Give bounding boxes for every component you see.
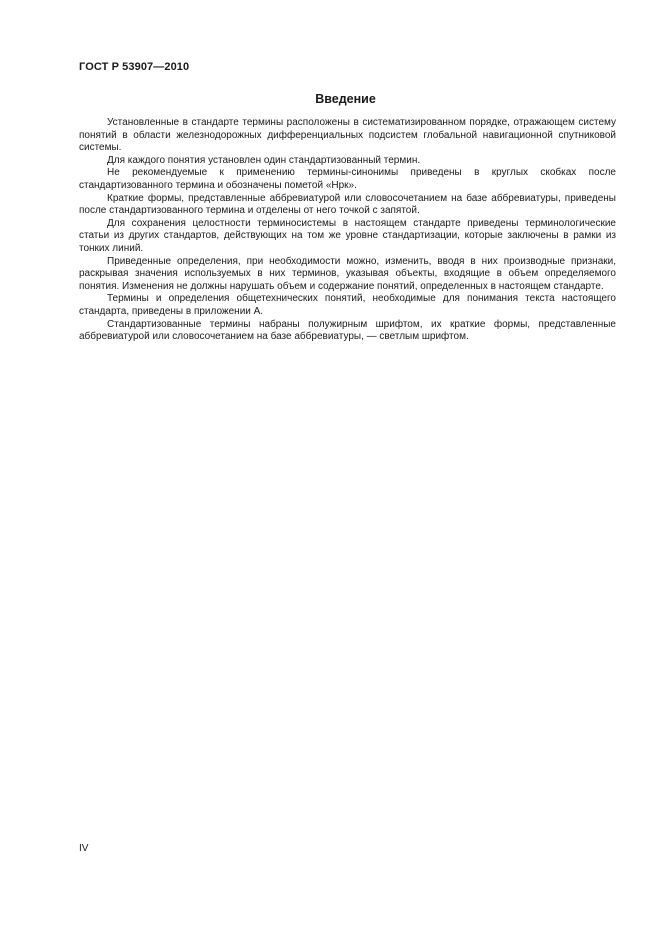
paragraph: Для сохранения целостности терминосистемы в настоящем стандарте приведены терминологические статьи из других стандартов, действующих на том же уровне стандартизации, которые заключены в рамки из тонких линий. [79,217,616,254]
paragraph: Стандартизованные термины набраны полужирным шрифтом, их краткие формы, представленные аббревиатурой или словосочетанием на базе аббревиатуры, — светлым шрифтом. [79,318,616,343]
body-text [79,117,616,344]
section-title: Введение [315,92,376,106]
paragraph: Приведенные определения, при необходимости можно, изменить, вводя в них производные признаки, раскрывая значения используемых в них терминов, указывая объекты, входящие в объем определяемого понятия. Изменения не должны нарушать объем и содержание понятий, определенных в настоящем стандарте. [79,255,616,292]
page-number: IV [79,843,89,854]
paragraph: Не рекомендуемые к применению термины-синонимы приведены в круглых скобках после стандартизованного термина и обозначены пометой «Нрк». [79,167,616,191]
paragraph: Краткие формы, представленные аббревиатурой или словосочетанием на базе аббревиатуры, приведены после стандартизованного термина и отделены от него точкой с запятой. [79,192,616,217]
paragraph: Термины и определения общетехнических понятий, необходимые для понимания текста настоящего стандарта, приведены в приложении А. [79,293,616,317]
document-code: ГОСТ Р 53907—2010 [79,61,190,73]
paragraph: Для каждого понятия установлен один стандартизованный термин. [107,154,421,166]
paragraph: Установленные в стандарте термины расположены в систематизированном порядке, отражающем систему понятий в области железнодорожных дифференциальных подсистем глобальной навигационной спутниковой системы. [79,117,616,154]
